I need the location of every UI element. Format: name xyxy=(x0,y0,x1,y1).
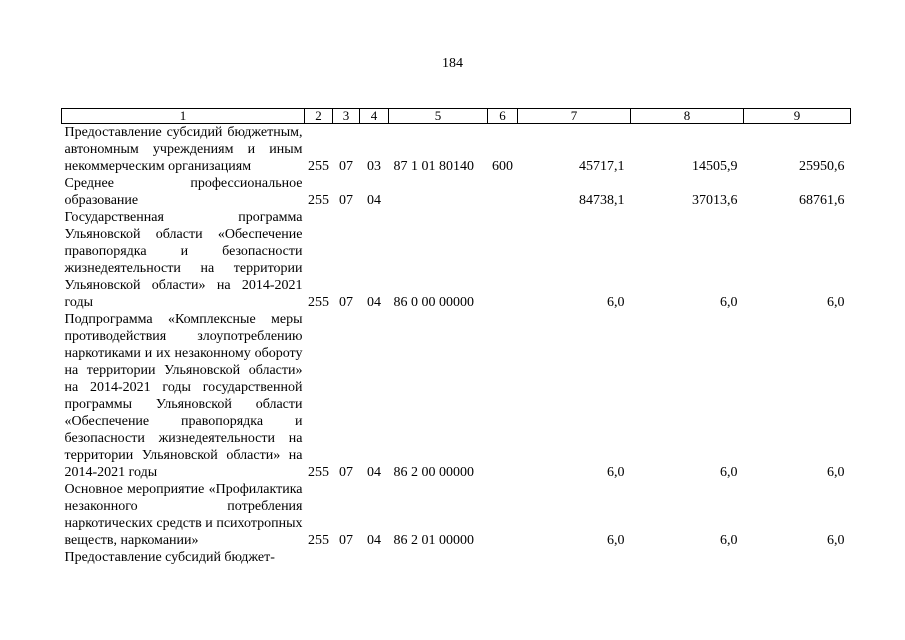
table-row xyxy=(62,124,851,176)
column-header: 2 xyxy=(305,109,333,124)
ministry-code: 255 xyxy=(308,193,329,208)
subsection-code: 04 xyxy=(367,193,381,208)
ministry-code: 255 xyxy=(308,533,329,548)
expense-type-code xyxy=(488,481,518,549)
table-row xyxy=(62,549,851,566)
target-article-code: 86 0 00 00000 xyxy=(393,295,474,310)
amount-col-9: 6,0 xyxy=(827,295,845,310)
column-header: 7 xyxy=(518,109,631,124)
amount-col-7 xyxy=(518,549,631,566)
row-name: Среднее профессиональное образование xyxy=(64,176,303,208)
ministry-code xyxy=(305,549,333,566)
expense-type-code: 600 xyxy=(492,159,513,174)
subsection-code: 04 xyxy=(367,533,381,548)
amount-col-7: 6,0 xyxy=(607,295,625,310)
amount-col-9: 25950,6 xyxy=(799,159,845,174)
page-number: 184 xyxy=(442,56,463,71)
subsection-code: 03 xyxy=(367,159,381,174)
amount-col-8: 6,0 xyxy=(720,465,738,480)
amount-col-9: 6,0 xyxy=(827,465,845,480)
ministry-code: 255 xyxy=(308,159,329,174)
section-code: 07 xyxy=(339,465,353,480)
row-name: Подпрограмма «Комплексные меры противодействия злоупотреблению наркотиками и их незаконному обороту на территории Ульяновской области» на 2014-2021 годы государственной программы Ульяновской области «Обеспечение правопорядка и безопасности жизнедеятельности на территории Ульяновской области» на 2014-2021 годы xyxy=(64,312,303,480)
row-name: Основное мероприятие «Профилактика незаконного потребления наркотических средств и психотропных веществ, наркомании» xyxy=(64,482,303,548)
amount-col-8 xyxy=(631,549,744,566)
column-header: 6 xyxy=(488,109,518,124)
amount-col-7: 84738,1 xyxy=(579,193,625,208)
section-code: 07 xyxy=(339,159,353,174)
table-row xyxy=(62,481,851,549)
amount-col-7: 6,0 xyxy=(607,465,625,480)
amount-col-8: 14505,9 xyxy=(692,159,738,174)
row-name: Предоставление субсидий бюджетным, автономным учреждениям и иным некоммерческим организациям xyxy=(64,125,303,174)
table-row xyxy=(62,209,851,311)
expense-type-code xyxy=(488,175,518,209)
section-code: 07 xyxy=(339,295,353,310)
table-row xyxy=(62,175,851,209)
amount-col-9: 6,0 xyxy=(827,533,845,548)
column-number-header-row xyxy=(62,109,851,124)
expense-type-code xyxy=(488,549,518,566)
section-code: 07 xyxy=(339,193,353,208)
column-header: 8 xyxy=(631,109,744,124)
target-article-code: 86 2 01 00000 xyxy=(393,533,474,548)
ministry-code: 255 xyxy=(308,295,329,310)
row-name: Государственная программа Ульяновской области «Обеспечение правопорядка и безопасности жизнедеятельности на территории Ульяновской области» на 2014-2021 годы xyxy=(64,210,303,310)
column-header: 5 xyxy=(389,109,488,124)
amount-col-7: 6,0 xyxy=(607,533,625,548)
target-article-code xyxy=(389,175,488,209)
amount-col-9 xyxy=(744,549,851,566)
subsection-code xyxy=(360,549,389,566)
amount-col-8: 6,0 xyxy=(720,533,738,548)
ministry-code: 255 xyxy=(308,465,329,480)
amount-col-7: 45717,1 xyxy=(579,159,625,174)
expense-type-code xyxy=(488,311,518,481)
budget-table xyxy=(61,108,851,566)
amount-col-9: 68761,6 xyxy=(799,193,845,208)
target-article-code xyxy=(389,549,488,566)
amount-col-8: 6,0 xyxy=(720,295,738,310)
target-article-code: 86 2 00 00000 xyxy=(393,465,474,480)
subsection-code: 04 xyxy=(367,465,381,480)
subsection-code: 04 xyxy=(367,295,381,310)
expense-type-code xyxy=(488,209,518,311)
section-code xyxy=(333,549,360,566)
column-header: 3 xyxy=(333,109,360,124)
section-code: 07 xyxy=(339,533,353,548)
row-name: Предоставление субсидий бюджет- xyxy=(64,550,275,565)
amount-col-8: 37013,6 xyxy=(692,193,738,208)
table-row xyxy=(62,311,851,481)
column-header: 4 xyxy=(360,109,389,124)
column-header: 1 xyxy=(62,109,305,124)
column-header: 9 xyxy=(744,109,851,124)
target-article-code: 87 1 01 80140 xyxy=(393,159,474,174)
